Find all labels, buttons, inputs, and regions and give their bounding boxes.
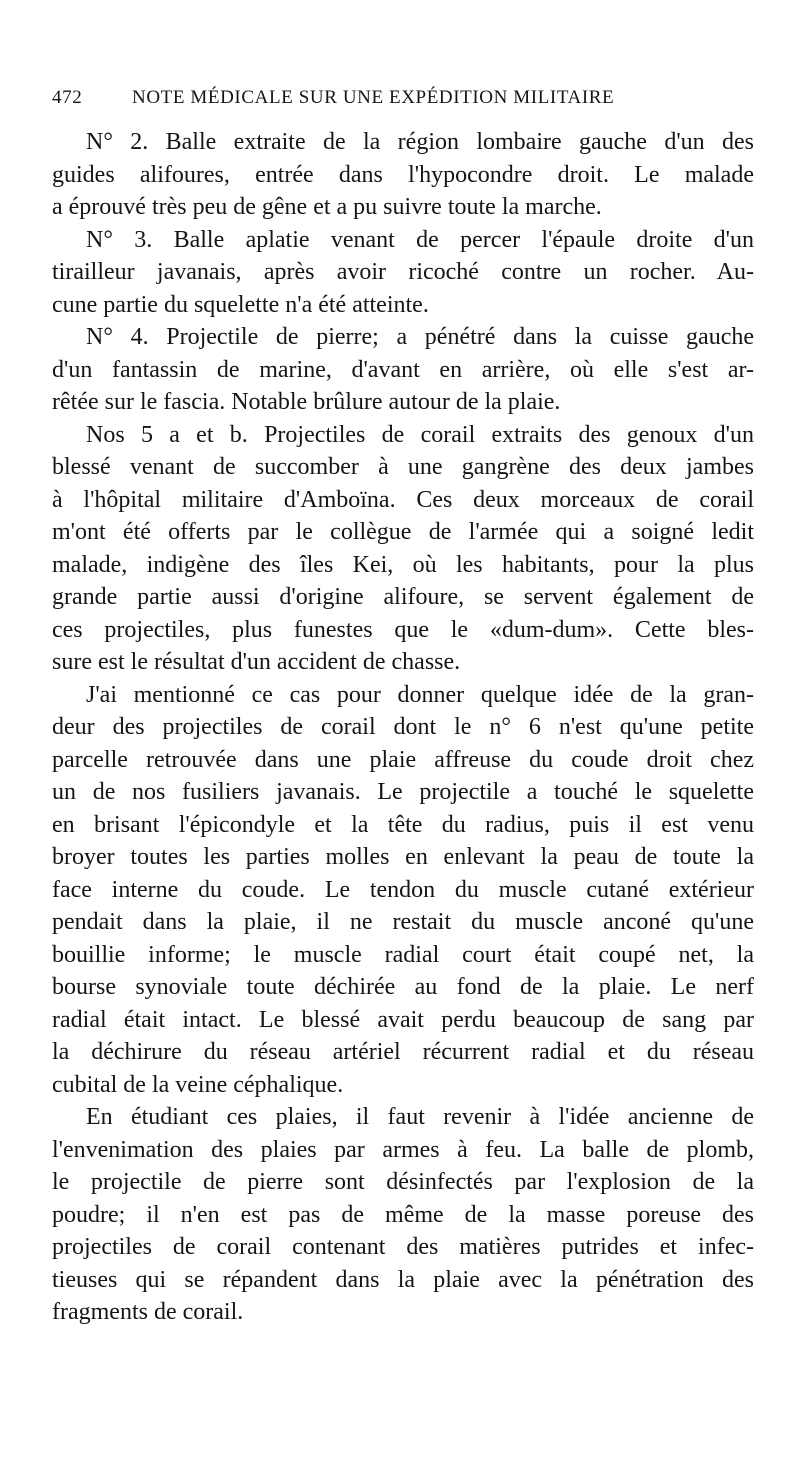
text-line: rêtée sur le fascia. Notable brûlure autour de la plaie.	[52, 389, 561, 415]
paragraph-item-3	[52, 224, 754, 322]
text-line: broyer toutes les parties molles en enlevant la peau de toute la	[52, 844, 754, 870]
text-line: un de nos fusiliers javanais. Le projectile a touché le squelette	[52, 779, 754, 805]
text-line: fragments de corail.	[52, 1299, 244, 1325]
text-line: la déchirure du réseau artériel récurrent radial et du réseau	[52, 1039, 754, 1065]
text-line: cune partie du squelette n'a été atteinte.	[52, 291, 429, 318]
text-line: cubital de la veine céphalique.	[52, 1071, 344, 1098]
paragraph-item-2	[52, 126, 754, 224]
text-line: ces projectiles, plus funestes que le «dum-dum». Cette bles-	[52, 616, 754, 643]
paragraph-elbow-wound	[52, 679, 754, 1102]
text-line: J'ai mentionné ce cas pour donner quelque idée de la gran-	[86, 681, 754, 708]
text-line: a éprouvé très peu de gêne et a pu suivre toute la marche.	[52, 194, 602, 220]
text-line: tirailleur javanais, après avoir ricoché contre un rocher. Au-	[52, 259, 754, 285]
text-line: face interne du coude. Le tendon du muscle cutané extérieur	[52, 876, 754, 903]
text-line: à l'hôpital militaire d'Amboïna. Ces deux morceaux de corail	[52, 486, 754, 513]
text-line: poudre; il n'en est pas de même de la masse poreuse des	[52, 1201, 754, 1228]
text-line: malade, indigène des îles Kei, où les habitants, pour la plus	[52, 551, 754, 578]
paragraph-item-4	[52, 321, 754, 419]
text-line: N° 2. Balle extraite de la région lombaire gauche d'un des	[86, 129, 754, 155]
text-line: bourse synoviale toute déchirée au fond de la plaie. Le nerf	[52, 974, 754, 1000]
text-line: tieuses qui se répandent dans la plaie avec la pénétration des	[52, 1266, 754, 1293]
text-line: guides alifoures, entrée dans l'hypocondre droit. Le malade	[52, 161, 754, 188]
text-line: en brisant l'épicondyle et la tête du radius, puis il est venu	[52, 811, 754, 838]
text-line: parcelle retrouvée dans une plaie affreuse du coude droit chez	[52, 746, 754, 773]
paragraph-envenomation	[52, 1101, 754, 1329]
paragraph-item-5	[52, 419, 754, 679]
running-title: NOTE MÉDICALE SUR UNE EXPÉDITION MILITAIRE	[132, 87, 615, 108]
text-line: N° 3. Balle aplatie venant de percer l'épaule droite d'un	[86, 226, 754, 253]
text-line: d'un fantassin de marine, d'avant en arrière, où elle s'est ar-	[52, 356, 754, 383]
text-line: pendait dans la plaie, il ne restait du muscle anconé qu'une	[52, 909, 754, 935]
text-line: blessé venant de succomber à une gangrène des deux jambes	[52, 454, 754, 480]
text-line: projectiles de corail contenant des matières putrides et infec-	[52, 1234, 754, 1260]
text-line: En étudiant ces plaies, il faut revenir à l'idée ancienne de	[86, 1104, 754, 1130]
text-line: Nos 5 a et b. Projectiles de corail extraits des genoux d'un	[86, 421, 754, 448]
text-line: le projectile de pierre sont désinfectés par l'explosion de la	[52, 1169, 754, 1195]
text-line: radial était intact. Le blessé avait perdu beaucoup de sang par	[52, 1006, 754, 1033]
text-line: m'ont été offerts par le collègue de l'armée qui a soigné ledit	[52, 519, 754, 545]
text-line: l'envenimation des plaies par armes à feu. La balle de plomb,	[52, 1136, 754, 1163]
text-line: deur des projectiles de corail dont le n° 6 n'est qu'une petite	[52, 714, 754, 740]
page-number: 472	[52, 87, 83, 108]
running-header	[52, 87, 754, 117]
body-text	[52, 126, 754, 1329]
text-line: bouillie informe; le muscle radial court était coupé net, la	[52, 941, 754, 968]
text-line: N° 4. Projectile de pierre; a pénétré dans la cuisse gauche	[86, 324, 754, 350]
text-line: grande partie aussi d'origine alifoure, se servent également de	[52, 584, 754, 610]
text-line: sure est le résultat d'un accident de chasse.	[52, 649, 461, 675]
